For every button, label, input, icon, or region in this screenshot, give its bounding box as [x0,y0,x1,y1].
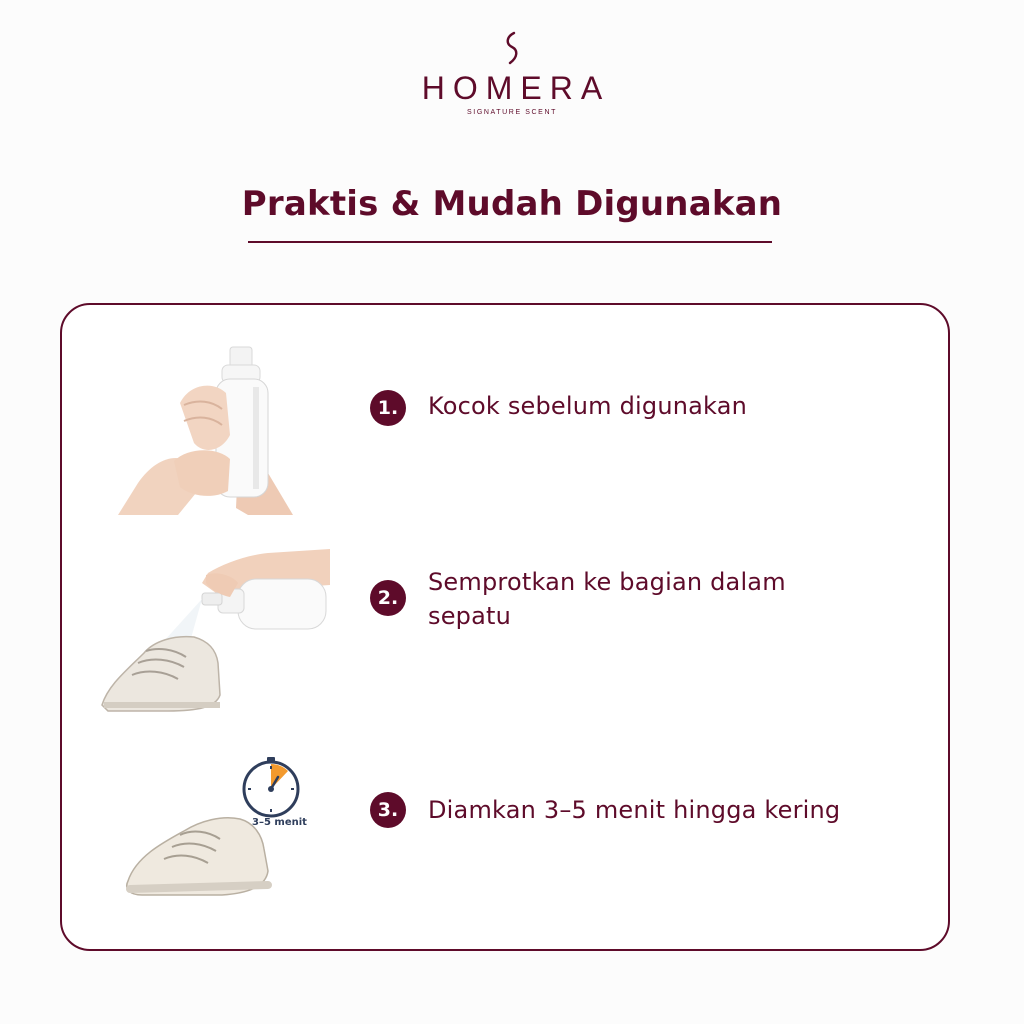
spraying-shoe-image [98,545,330,713]
step-2-badge: 2. [370,580,406,616]
step-1-text: Kocok sebelum digunakan [428,392,748,420]
step-3-badge: 3. [370,792,406,828]
step-2-text-line-1: Semprotkan ke bagian dalam [428,568,786,596]
stopwatch-icon [238,755,304,819]
title-underline [248,241,772,243]
brand-tagline: SIGNATURE SCENT [467,109,557,116]
brand-name: HOMERA [421,70,611,106]
page-title: Praktis & Mudah Digunakan [241,184,783,224]
timer-label: 3–5 menit [252,817,307,828]
scent-swirl-icon [500,30,524,66]
instructions-card [60,303,950,951]
step-1-badge: 1. [370,390,406,426]
brand-logo [0,30,1024,116]
step-2-text-line-2: sepatu [428,602,512,630]
step-3-text: Diamkan 3–5 menit hingga kering [428,796,841,824]
hands-shaking-bottle-image [118,343,298,515]
